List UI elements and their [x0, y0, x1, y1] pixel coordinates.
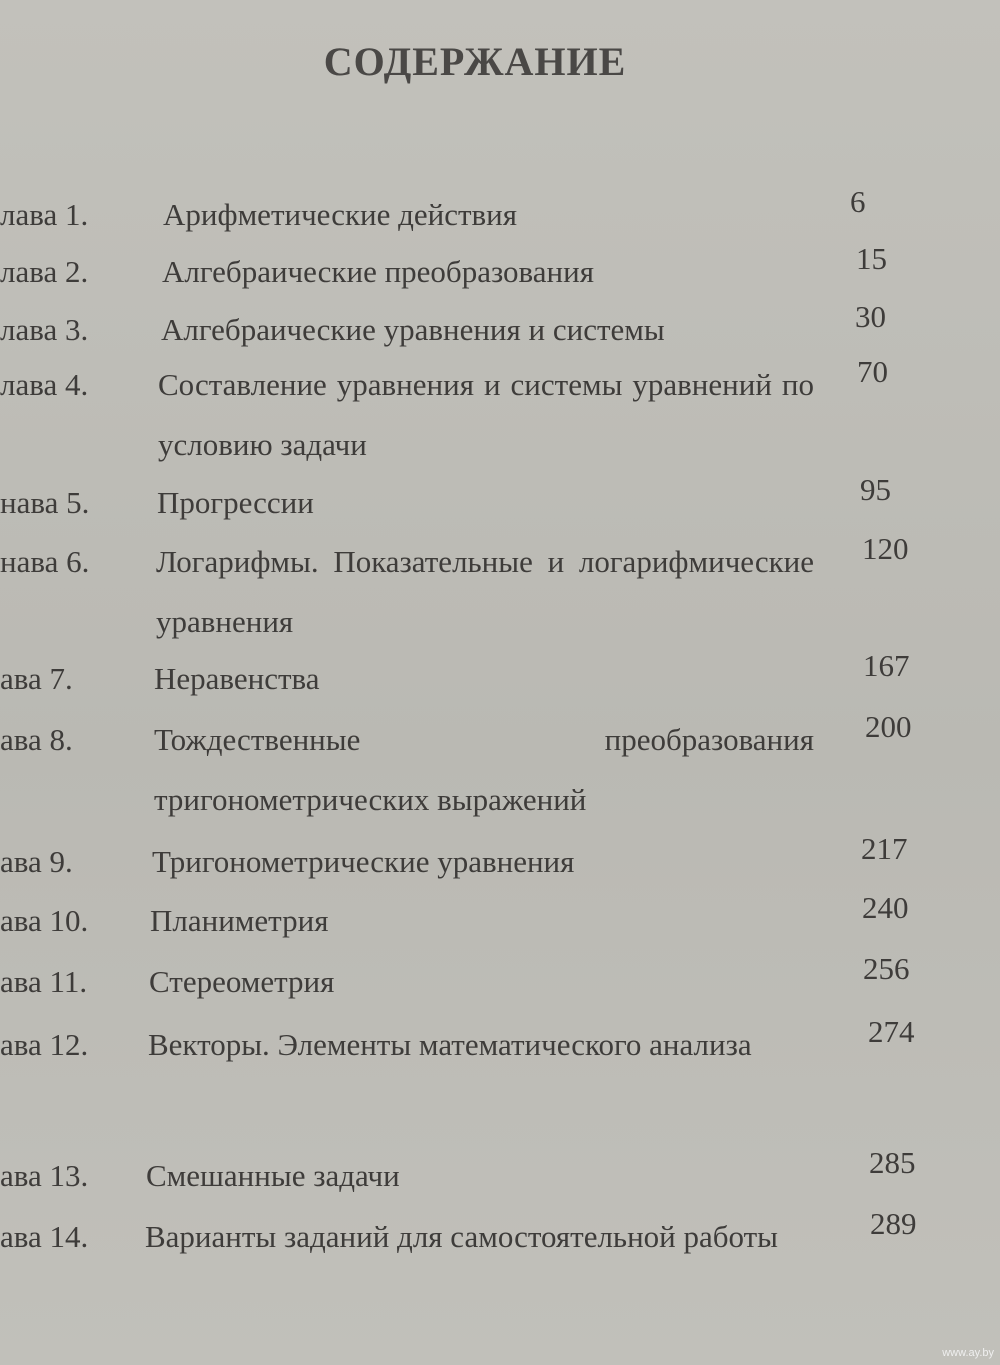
- chapter-label: ава 11.: [0, 964, 88, 999]
- toc-entry-7: [0, 649, 1000, 709]
- chapter-page: 30: [855, 299, 886, 334]
- toc-entry-4: [0, 354, 1000, 462]
- chapter-label: нава 6.: [0, 544, 90, 579]
- chapter-title: Логарифмы. Показательные и логарифмические уравнения: [156, 544, 814, 639]
- chapter-title: Алгебраические преобразования: [162, 254, 594, 289]
- toc-entry-13: [0, 1146, 1000, 1206]
- chapter-page: 200: [865, 709, 912, 744]
- chapter-title: Неравенства: [154, 661, 320, 696]
- toc-entry-10: [0, 891, 1000, 951]
- toc-entry-12: [0, 1015, 1000, 1075]
- chapter-title: Алгебраические уравнения и системы: [161, 312, 665, 347]
- toc-entry-9: [0, 832, 1000, 892]
- chapter-page: 6: [850, 184, 866, 219]
- toc-entry-11: [0, 952, 1000, 1012]
- chapter-title: Тригонометрические уравнения: [152, 844, 575, 879]
- chapter-label: ава 12.: [0, 1027, 89, 1062]
- chapter-title: Стереометрия: [149, 964, 335, 999]
- chapter-page: 240: [862, 890, 909, 925]
- toc-entry-6: [0, 531, 1000, 639]
- chapter-page: 95: [860, 472, 891, 507]
- toc-entry-1: [0, 185, 1000, 245]
- chapter-title: Прогрессии: [157, 485, 314, 520]
- chapter-label: ава 13.: [0, 1158, 89, 1193]
- chapter-title: Векторы. Элементы математического анализа: [148, 1027, 752, 1062]
- site-watermark: www.ay.by: [942, 1347, 994, 1359]
- chapter-label: лава 2.: [0, 254, 89, 289]
- chapter-page: 15: [856, 241, 887, 276]
- chapter-page: 120: [862, 531, 909, 566]
- chapter-title: Варианты заданий для самостоятельной работы: [145, 1219, 779, 1254]
- toc-entry-14: [0, 1207, 1000, 1267]
- chapter-page: 70: [857, 354, 888, 389]
- chapter-page: 217: [861, 831, 908, 866]
- chapter-page: 285: [869, 1145, 916, 1180]
- chapter-label: ава 14.: [0, 1219, 89, 1254]
- toc-entry-2: [0, 242, 1000, 302]
- chapter-label: ава 7.: [0, 661, 73, 696]
- chapter-label: лава 4.: [0, 367, 89, 402]
- chapter-title: Тождественные преобразования тригонометрических выражений: [154, 722, 814, 817]
- page-title: СОДЕРЖАНИЕ: [323, 39, 627, 84]
- chapter-label: лава 1.: [0, 197, 89, 232]
- chapter-title: Планиметрия: [150, 903, 329, 938]
- chapter-label: лава 3.: [0, 312, 89, 347]
- chapter-page: 289: [870, 1206, 917, 1241]
- toc-entry-8: [0, 709, 1000, 817]
- chapter-label: ава 8.: [0, 722, 73, 757]
- chapter-title: Смешанные задачи: [146, 1158, 400, 1193]
- chapter-title: Составление уравнения и системы уравнений по условию задачи: [158, 367, 814, 462]
- chapter-title: Арифметические действия: [163, 197, 518, 232]
- chapter-page: 274: [868, 1014, 915, 1049]
- chapter-label: нава 5.: [0, 485, 90, 520]
- toc-entry-5: [0, 473, 1000, 533]
- toc-entry-3: [0, 300, 1000, 360]
- chapter-label: ава 10.: [0, 903, 89, 938]
- chapter-page: 256: [863, 951, 910, 986]
- chapter-label: ава 9.: [0, 844, 73, 879]
- chapter-page: 167: [863, 648, 910, 683]
